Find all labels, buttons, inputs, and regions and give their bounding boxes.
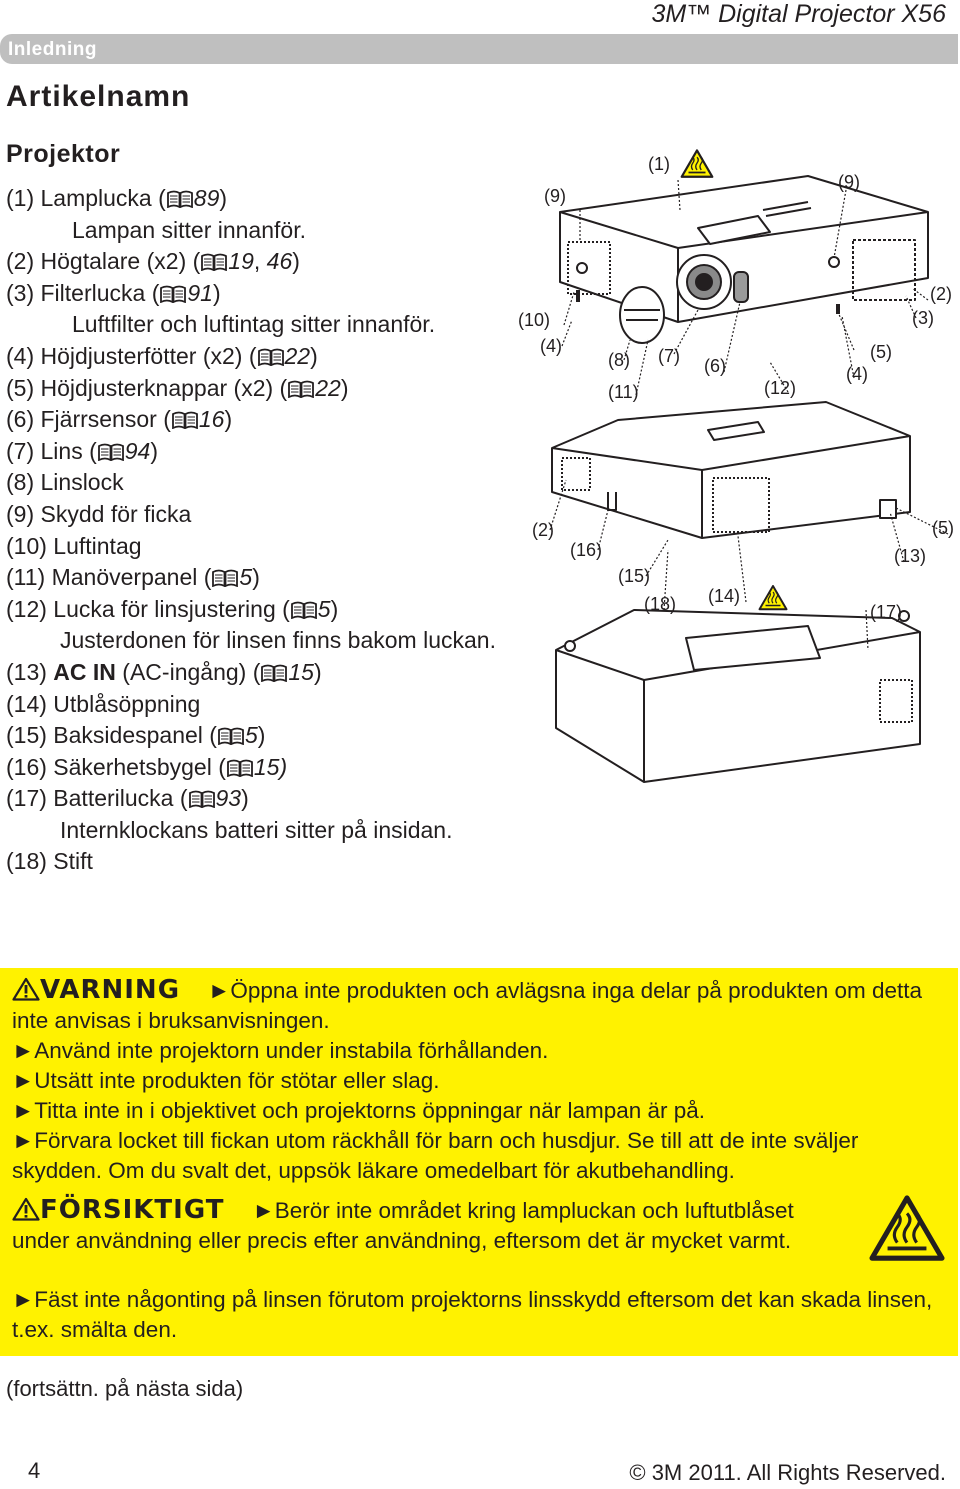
warning-line: ►Titta inte in i objektivet och projektorns öppningar när lampan är på.: [12, 1098, 706, 1123]
list-item: (16) Säkerhetsbygel ( 15): [6, 753, 288, 780]
callout-8: (8): [608, 350, 630, 370]
list-item: (11) Manöverpanel ( 5): [6, 564, 260, 591]
page-reference[interactable]: 22: [315, 374, 341, 401]
book-icon: [167, 190, 193, 208]
list-item-note: Internklockans batteri sitter på insidan.: [60, 816, 453, 843]
callout-17: (17): [870, 602, 903, 622]
hot-surface-icon: [868, 1194, 946, 1264]
book-icon: [261, 664, 287, 682]
page-reference[interactable]: 19: [228, 248, 254, 275]
list-item: (3) Filterlucka ( 91): [6, 279, 221, 306]
page-reference[interactable]: 5: [317, 595, 331, 622]
caution-line: ►Fäst inte någonting på linsen förutom projektorns linsskydd eftersom det kan skada linsen, t.ex. smälta den.: [12, 1287, 933, 1342]
caution-label: FÖRSIKTIGT: [40, 1195, 225, 1225]
projector-diagram: [508, 140, 960, 800]
page-reference[interactable]: 46: [266, 248, 293, 275]
hot-surface-icon: [760, 586, 787, 609]
list-item: (1) Lamplucka ( 89): [6, 185, 228, 211]
list-item-note: Justerdonen för linsen finns bakom luckan.: [60, 627, 496, 654]
list-item-note: Luftfilter och luftintag sitter innanför.: [72, 311, 436, 338]
continued-note: (fortsättn. på nästa sida): [6, 1376, 244, 1401]
callout-11: (11): [608, 382, 639, 402]
list-item: (17) Batterilucka ( 93): [6, 785, 249, 812]
callout-2-top: (2): [930, 284, 952, 304]
hot-surface-icon: [682, 150, 713, 176]
list-item: (6) Fjärrsensor ( 16): [6, 406, 233, 433]
list-item: (5) Höjdjusterknappar (x2) ( 22): [6, 374, 349, 401]
callout-14: (14): [708, 586, 741, 606]
page-reference[interactable]: 5: [239, 564, 253, 591]
page-reference[interactable]: 15): [253, 753, 288, 780]
page-reference[interactable]: 94: [124, 437, 151, 464]
section-bar: [0, 34, 958, 64]
callout-5-rear: (5): [932, 518, 954, 538]
book-icon: [227, 759, 253, 777]
caution-block: [12, 1195, 852, 1256]
remote-sensor: [734, 272, 748, 302]
book-icon: [212, 569, 238, 587]
callout-9-left: (9): [544, 186, 566, 206]
page-reference[interactable]: 91: [187, 279, 213, 306]
warning-triangle-icon: [12, 1197, 40, 1221]
page-subtitle: Projektor: [6, 140, 121, 168]
callout-1: (1): [648, 154, 670, 174]
callout-10: (10): [518, 310, 551, 330]
warning-line: ►Öppna inte produkten och avlägsna inga delar på produkten om detta inte anvisas i bruksanvisningen.: [12, 978, 923, 1033]
book-icon: [288, 380, 314, 398]
book-icon: [201, 253, 227, 271]
callout-4-left: (4): [540, 336, 562, 356]
book-icon: [160, 285, 186, 303]
page-reference[interactable]: 93: [215, 785, 242, 812]
list-item: (12) Lucka för linsjustering ( 5): [6, 595, 339, 622]
copyright: © 3M 2011. All Rights Reserved.: [629, 1460, 946, 1485]
callout-6: (6): [704, 356, 726, 376]
page-number: 4: [28, 1458, 41, 1483]
list-item: (8) Linslock: [6, 469, 124, 496]
callout-5-top: (5): [870, 342, 892, 362]
book-icon: [98, 443, 124, 461]
book-icon: [189, 790, 215, 808]
book-icon: [172, 411, 198, 429]
page-title: Artikelnamn: [6, 80, 191, 113]
callout-12: (12): [764, 378, 797, 398]
caution-line: ►Berör inte området kring lampluckan och luftutblåset under användning eller precis efter användning, eftersom det är mycket varmt.: [12, 1198, 794, 1253]
list-item: (4) Höjdjusterfötter (x2) ( 22): [6, 342, 318, 369]
callout-13: (13): [894, 546, 927, 566]
warning-block: [12, 975, 942, 1186]
callout-15: (15): [618, 566, 651, 586]
callout-2-rear: (2): [532, 520, 554, 540]
warning-triangle-icon: [12, 977, 40, 1001]
callout-7: (7): [658, 346, 680, 366]
list-item: (14) Utblåsöppning: [6, 690, 201, 717]
callout-4-right: (4): [846, 364, 868, 384]
book-icon: [291, 601, 317, 619]
warning-line: ►Förvara locket till fickan utom räckhåll för barn och husdjur. Se till att de inte sväljer skydden. Om du svalt det, uppsök läkare omedelbart för akutbehandling.: [12, 1128, 859, 1183]
list-item: (10) Luftintag: [6, 532, 142, 559]
list-item-note: Lampan sitter innanför.: [72, 216, 306, 243]
callout-16: (16): [570, 540, 603, 560]
page-reference[interactable]: 15: [288, 658, 314, 685]
ac-inlet: [880, 500, 896, 518]
page-reference[interactable]: 89: [193, 185, 220, 211]
page-reference[interactable]: 16: [198, 406, 225, 433]
book-icon: [258, 348, 284, 366]
page-reference[interactable]: 22: [284, 342, 311, 369]
lens-cap: [620, 287, 664, 343]
document-header-model: 3M™ Digital Projector X56: [651, 0, 946, 28]
list-item: (2) Högtalare (x2) ( 19, 46): [6, 248, 300, 275]
warning-line: ►Utsätt inte produkten för stötar eller slag.: [12, 1068, 440, 1093]
list-item: (7) Lins ( 94): [6, 437, 159, 464]
warning-line: ►Använd inte projektorn under instabila förhållanden.: [12, 1038, 549, 1063]
callout-9-right: (9): [838, 172, 860, 192]
callout-3: (3): [912, 308, 934, 328]
parts-list: [6, 183, 506, 878]
book-icon: [218, 727, 244, 745]
page-reference[interactable]: 5: [244, 722, 258, 749]
list-item: (18) Stift: [6, 848, 93, 875]
list-item: (9) Skydd för ficka: [6, 500, 192, 527]
list-item: (15) Baksidespanel ( 5): [6, 722, 266, 749]
section-label: Inledning: [8, 39, 97, 60]
list-item: (13) AC IN (AC-ingång) ( 15): [6, 658, 322, 685]
callout-18: (18): [644, 594, 677, 614]
warning-label: VARNING: [40, 975, 181, 1005]
